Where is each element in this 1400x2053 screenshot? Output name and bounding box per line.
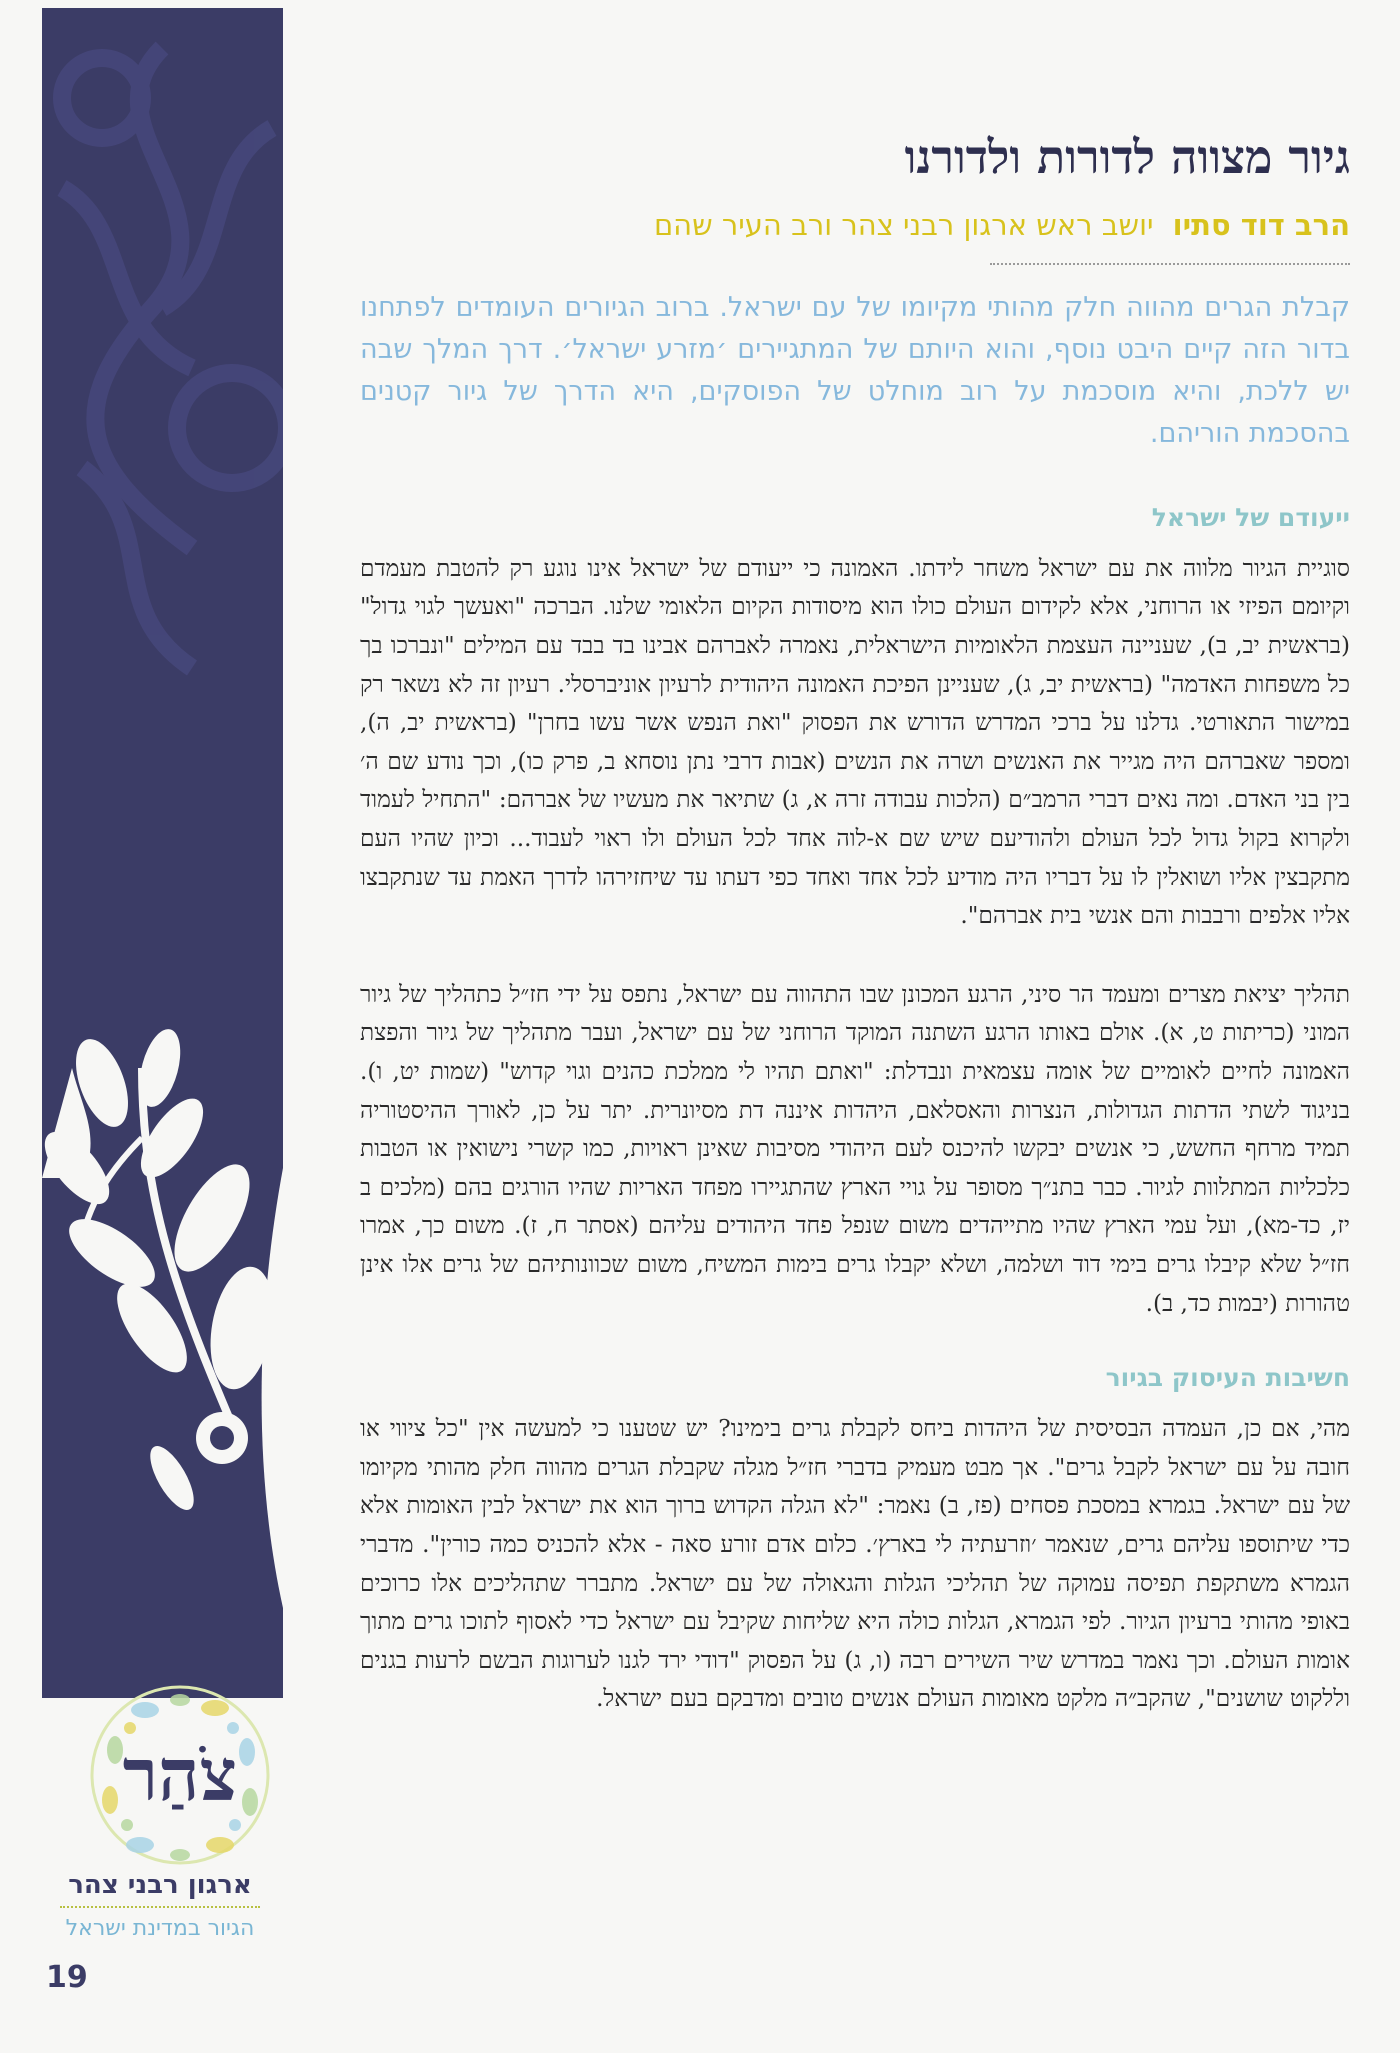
byline [360,207,1350,245]
section-heading: ייעודם של ישראל [1151,502,1350,532]
floral-pattern-icon [42,8,283,1698]
divider [60,1906,260,1908]
organization-name: ארגון רבני צהר [68,1870,252,1900]
author-role: יושב ראש ארגון רבני צהר ורב העיר שהם [653,208,1154,243]
logo-lettering: צֹהַר [122,1732,238,1817]
body-paragraph: סוגיית הגיור מלווה את עם ישראל משחר לידתו. האמונה כי ייעודם של ישראל אינו נוגע רק להטבת מעמדם וקיומם הפיזי או הרוחני, אלא לקידום העולם כולו הוא מיסודות הקיום הלאומי שלנו. הברכה "ואעשך לגוי גדול" (בראשית יב, ב), שעניינה העצמת הלאומיות הישראלית, נאמרה לאברהם אבינו בד בבד עם המילים "ונברכו בך כל משפחות האדמה" (בראשית יב, ג), שעניינן הפיכת האמונה היהודית לרעיון אוניברסלי. רעיון זה לא נשאר רק במישור התאורטי. גדלנו על ברכי המדרש הדורש את הפסוק "ואת הנפש אשר עשו בחרן" (בראשית יב, ה), ומספר שאברהם היה מגייר את האנשים ושרה את הנשים (אבות דרבי נתן נוסחא ב, פרק כו), וכך נודע שם ה׳ בין בני האדם. ומה נאים דברי הרמב״ם (הלכות עבודה זרה א, ג) שתיאר את מעשיו של אברהם: "התחיל לעמוד ולקרוא בקול גדול לכל העולם ולהודיעם שיש שם א-לוה אחד לכל העולם ולו ראוי לעבוד... וכיון שהיו העם מתקבצין אליו ושואלין לו על דבריו היה מודיע לכל אחד ואחד כפי דעתו עד שיחזירהו לדרך האמת עד שנתקבצו אליו אלפים ורבבות והם אנשי בית אברהם". [360,554,1350,930]
body-paragraph: מהי, אם כן, העמדה הבסיסית של היהדות ביחס לקבלת גרים בימינו? יש שטענו כי למעשה אין "כל ציווי או חובה על עם ישראל לקבל גרים". אך מבט מעמיק בדברי חז״ל מגלה שקבלת הגרים מהווה חלק מהותי מקיומו של עם ישראל. בגמרא במסכת פסחים (פז, ב) נאמר: "לא הגלה הקדוש ברוך הוא את ישראל לבין האומות אלא כדי שיתוספו עליהם גרים, שנאמר ׳וזרעתיה לי בארץ׳. כלום אדם זורע סאה - אלא להכניס כמה כורין". מדברי הגמרא משתקפת תפיסה עמוקה של תהליכי הגלות והגאולה של עם ישראל. מתברר שתהליכים אלו כרוכים באופי מהותי ברעיון הגיור. לפי הגמרא, הגלות כולה היא שליחות שקיבל עם ישראל כדי לאסוף לתוכו גרים מתוך אומות העולם. וכך נאמר במדרש שיר השירים רבה (ו, ג) על הפסוק "דודי ירד לגנו לערוגות הבשם לרעות בגנים וללקוט שושנים", שהקב״ה מלקט מאומות העולם אנשים טובים ומדבקם בעם ישראל. [360,1415,1350,1713]
article-title: גיור מצווה לדורות ולדורנו [904,130,1350,184]
divider [990,263,1350,265]
body-paragraph: תהליך יציאת מצרים ומעמד הר סיני, הרגע המכונן שבו התהווה עם ישראל, נתפס על ידי חז״ל כתהליך של גיור המוני (כריתות ט, א). אולם באותו הרגע השתנה המוקד הרוחני של עם ישראל, ועבר מתהליך של גיור והפצת האמונה לחיים לאומיים של אומה עצמאית ונבדלת: "ואתם תהיו לי ממלכת כהנים וגוי קדוש" (שמות יט, ו). בניגוד לשתי הדתות הגדולות, הנצרות והאסלאם, היהדות איננה דת מסיונרית. יתר על כן, לאורך ההיסטוריה תמיד מרחף החשש, כי אנשים יבקשו להיכנס לעם היהודי מסיבות שאינן ראויות, כמו קשרי נישואין או הטבות כלכליות המתלוות לגיור. כבר בתנ״ך מסופר על גויי הארץ שהתגיירו מפחד האריות שהיו הורגים בהם (מלכים ב יז, כד-מא), ועל עמי הארץ שהיו מתייהדים משום שנפל פחד היהודים עליהם (אסתר ח, ז). משום כך, אמרו חז״ל שלא קיבלו גרים בימי דוד ושלמה, ושלא יקבלו גרים בימות המשיח, משום שכוונותיהם של גרים אלו אינן טהורות (יבמות כד, ב). [360,980,1350,1317]
author-name: הרב דוד סתיו [1172,208,1350,243]
article [360,130,1350,1759]
decorative-sidebar [42,8,283,1698]
article-lede: קבלת הגרים מהווה חלק מהותי מקיומו של עם ישראל. ברוב הגיורים העומדים לפתחנו בדור הזה קיים היבט נוסף, והוא היותם של המתגיירים ׳מזרע ישראל׳. דרך המלך שבה יש ללכת, והיא מוסכמת על רוב מוחלט של הפוסקים, היא הדרך של גיור קטנים בהסכמת הוריהם. [360,291,1350,449]
page-number: 19 [46,1960,88,1995]
organization-subtitle: הגיור במדינת ישראל [65,1916,255,1941]
section-heading: חשיבות העיסוק בגיור [1105,1363,1350,1393]
